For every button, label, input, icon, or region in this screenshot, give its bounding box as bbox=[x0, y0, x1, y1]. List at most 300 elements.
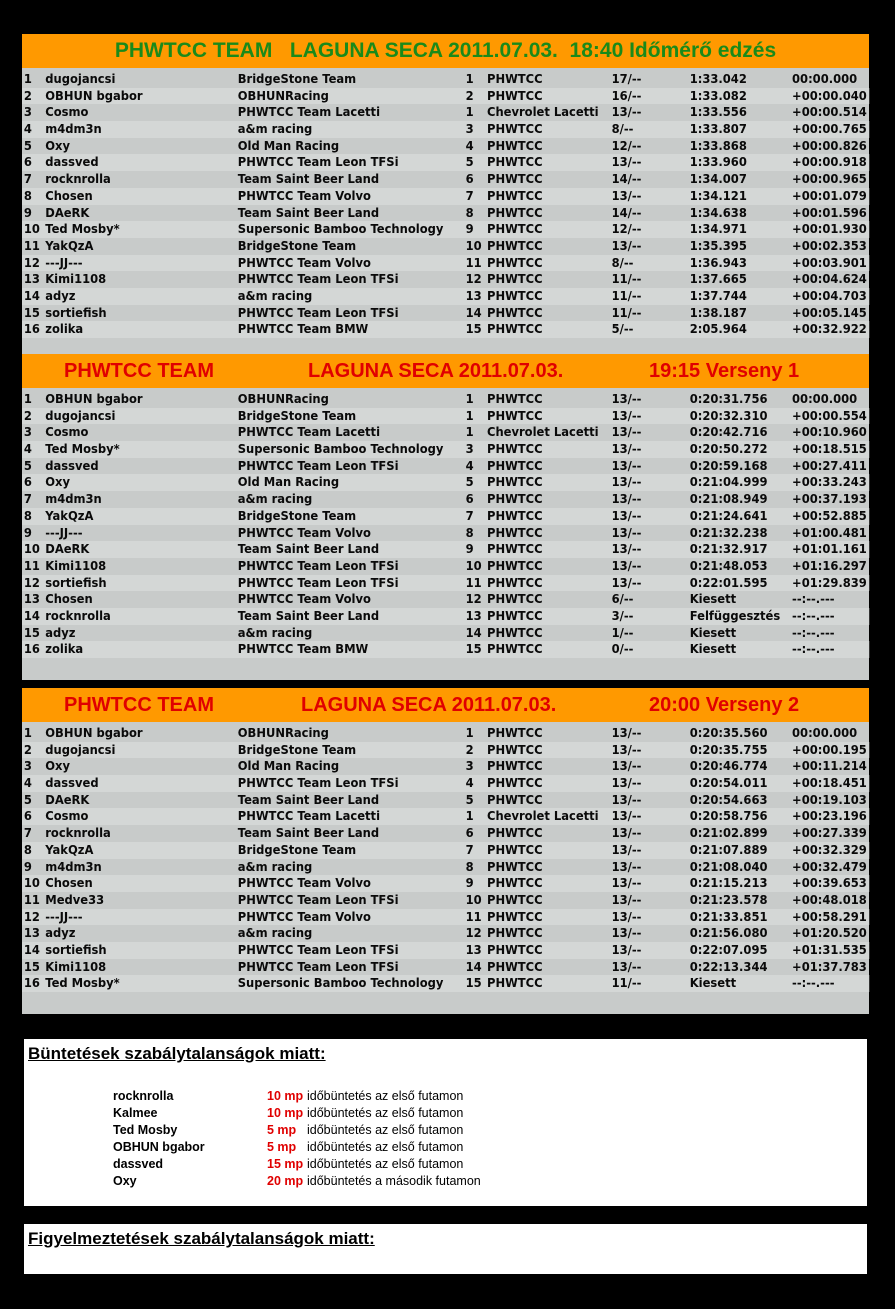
cell-car-class: PHWTCC bbox=[487, 154, 543, 170]
cell-team: Team Saint Beer Land bbox=[237, 541, 380, 557]
cell-car-class: PHWTCC bbox=[487, 474, 543, 490]
cell-gap: 00:00.000 bbox=[792, 391, 858, 406]
table-row bbox=[22, 238, 869, 255]
cell-driver: Kimi1108 bbox=[45, 557, 107, 573]
cell-time: 1:33.807 bbox=[689, 121, 747, 137]
cell-pos: 1 bbox=[23, 725, 32, 740]
cell-team: PHWTCC Team Lacetti bbox=[237, 808, 381, 824]
cell-pos: 6 bbox=[23, 154, 32, 170]
cell-laps: 13/-- bbox=[611, 841, 642, 857]
cell-class-pos: 7 bbox=[465, 507, 474, 523]
cell-laps: 13/-- bbox=[611, 507, 642, 523]
cell-driver: ---JJ--- bbox=[45, 908, 83, 924]
penalty-driver: dassved bbox=[113, 1157, 164, 1171]
cell-class-pos: 1 bbox=[465, 424, 474, 440]
cell-gap: --:--.--- bbox=[792, 591, 835, 607]
cell-time: 1:35.395 bbox=[689, 237, 747, 253]
cell-laps: 13/-- bbox=[611, 875, 642, 891]
penalty-amount: 10 mp bbox=[267, 1106, 304, 1120]
cell-team: Team Saint Beer Land bbox=[237, 825, 380, 841]
table-row bbox=[22, 975, 869, 992]
cell-time: 0:20:32.310 bbox=[689, 407, 768, 423]
cell-class-pos: 12 bbox=[465, 591, 482, 607]
cell-class-pos: 13 bbox=[465, 287, 482, 303]
table-row bbox=[22, 121, 869, 138]
cell-team: PHWTCC Team BMW bbox=[237, 641, 369, 657]
cell-pos: 2 bbox=[23, 741, 32, 757]
qualifying-table bbox=[22, 68, 869, 369]
cell-pos: 12 bbox=[23, 574, 40, 590]
cell-pos: 7 bbox=[23, 491, 32, 507]
race2-title-session: 20:00 Verseny 2 bbox=[649, 693, 800, 716]
cell-team: PHWTCC Team Leon TFSi bbox=[237, 457, 399, 473]
warnings-title: Figyelmeztetések szabálytalanságok miatt: bbox=[28, 1229, 375, 1248]
table-row bbox=[22, 909, 869, 926]
cell-team: Team Saint Beer Land bbox=[237, 791, 380, 807]
cell-laps: 13/-- bbox=[611, 808, 642, 824]
race1-title-team: PHWTCC TEAM bbox=[64, 359, 214, 382]
cell-time: 0:20:59.168 bbox=[689, 457, 768, 473]
cell-class-pos: 15 bbox=[465, 975, 482, 991]
cell-class-pos: 4 bbox=[465, 457, 474, 473]
cell-class-pos: 6 bbox=[465, 825, 474, 841]
cell-car-class: Chevrolet Lacetti bbox=[487, 808, 599, 824]
cell-team: OBHUNRacing bbox=[237, 87, 329, 103]
cell-driver: DAeRK bbox=[45, 791, 90, 807]
cell-time: 0:22:01.595 bbox=[689, 574, 768, 590]
cell-gap: +00:00.765 bbox=[792, 121, 867, 137]
cell-car-class: PHWTCC bbox=[487, 725, 543, 740]
cell-time: 0:20:35.560 bbox=[689, 725, 768, 740]
table-row bbox=[22, 305, 869, 322]
qualifying-title: PHWTCC TEAM LAGUNA SECA 2011.07.03. 18:40 Időmérő edzés bbox=[114, 39, 777, 62]
cell-team: a&m racing bbox=[237, 925, 313, 941]
cell-laps: 11/-- bbox=[611, 975, 642, 991]
cell-class-pos: 12 bbox=[465, 925, 482, 941]
cell-pos: 5 bbox=[23, 457, 32, 473]
table-row bbox=[22, 491, 869, 508]
cell-driver: dugojancsi bbox=[45, 407, 116, 423]
penalty-text: időbüntetés az első futamon bbox=[307, 1089, 464, 1103]
cell-team: PHWTCC Team Volvo bbox=[237, 254, 371, 270]
cell-car-class: PHWTCC bbox=[487, 524, 543, 540]
cell-car-class: PHWTCC bbox=[487, 221, 543, 237]
cell-class-pos: 1 bbox=[465, 808, 474, 824]
cell-pos: 10 bbox=[23, 221, 40, 237]
cell-laps: 11/-- bbox=[611, 304, 642, 320]
penalty-text: időbüntetés az első futamon bbox=[307, 1157, 464, 1171]
cell-pos: 15 bbox=[23, 624, 40, 640]
cell-driver: adyz bbox=[45, 925, 76, 941]
cell-gap: 00:00.000 bbox=[792, 71, 858, 86]
cell-team: Old Man Racing bbox=[237, 758, 340, 774]
cell-time: 0:21:56.080 bbox=[689, 925, 768, 941]
cell-time: 1:34.007 bbox=[689, 171, 747, 187]
table-row bbox=[22, 942, 869, 959]
cell-time: 1:34.121 bbox=[689, 187, 747, 203]
cell-time: 0:22:07.095 bbox=[689, 941, 768, 957]
penalty-item bbox=[24, 1157, 867, 1174]
penalty-text: időbüntetés az első futamon bbox=[307, 1106, 464, 1120]
cell-team: a&m racing bbox=[237, 121, 313, 137]
cell-gap: +00:05.145 bbox=[792, 304, 867, 320]
cell-car-class: PHWTCC bbox=[487, 758, 543, 774]
cell-driver: Ted Mosby* bbox=[45, 441, 120, 457]
cell-class-pos: 11 bbox=[465, 908, 482, 924]
cell-driver: dugojancsi bbox=[45, 71, 116, 86]
cell-team: Supersonic Bamboo Technology bbox=[237, 221, 444, 237]
cell-pos: 10 bbox=[23, 541, 40, 557]
cell-team: BridgeStone Team bbox=[237, 71, 357, 86]
penalty-text: időbüntetés az első futamon bbox=[307, 1123, 464, 1137]
cell-class-pos: 9 bbox=[465, 875, 474, 891]
cell-driver: m4dm3n bbox=[45, 858, 102, 874]
cell-pos: 14 bbox=[23, 941, 40, 957]
race1-table bbox=[22, 388, 869, 680]
cell-team: PHWTCC Team Leon TFSi bbox=[237, 775, 399, 791]
cell-driver: Cosmo bbox=[45, 808, 89, 824]
cell-pos: 2 bbox=[23, 87, 32, 103]
cell-team: PHWTCC Team Volvo bbox=[237, 591, 371, 607]
cell-team: Team Saint Beer Land bbox=[237, 607, 380, 623]
cell-class-pos: 2 bbox=[465, 741, 474, 757]
cell-laps: 12/-- bbox=[611, 137, 642, 153]
cell-time: 1:37.744 bbox=[689, 287, 747, 303]
cell-gap: +00:00.554 bbox=[792, 407, 867, 423]
cell-pos: 7 bbox=[23, 825, 32, 841]
cell-car-class: PHWTCC bbox=[487, 391, 543, 406]
cell-laps: 13/-- bbox=[611, 441, 642, 457]
cell-pos: 5 bbox=[23, 137, 32, 153]
cell-driver: Kimi1108 bbox=[45, 958, 107, 974]
cell-car-class: PHWTCC bbox=[487, 71, 543, 86]
cell-team: BridgeStone Team bbox=[237, 237, 357, 253]
table-row bbox=[22, 792, 869, 809]
cell-time: 0:21:08.040 bbox=[689, 858, 768, 874]
table-row bbox=[22, 558, 869, 575]
cell-team: BridgeStone Team bbox=[237, 841, 357, 857]
cell-laps: 13/-- bbox=[611, 958, 642, 974]
cell-class-pos: 1 bbox=[465, 407, 474, 423]
cell-pos: 11 bbox=[23, 237, 40, 253]
cell-team: PHWTCC Team Lacetti bbox=[237, 424, 381, 440]
cell-team: PHWTCC Team Leon TFSi bbox=[237, 304, 399, 320]
cell-gap: +00:02.353 bbox=[792, 237, 867, 253]
cell-pos: 9 bbox=[23, 524, 32, 540]
cell-pos: 6 bbox=[23, 808, 32, 824]
cell-time: 0:20:31.756 bbox=[689, 391, 768, 406]
cell-gap: +00:23.196 bbox=[792, 808, 867, 824]
cell-laps: 13/-- bbox=[611, 104, 642, 120]
cell-class-pos: 15 bbox=[465, 321, 482, 337]
cell-driver: dugojancsi bbox=[45, 741, 116, 757]
cell-gap: +00:10.960 bbox=[792, 424, 867, 440]
cell-laps: 13/-- bbox=[611, 457, 642, 473]
cell-driver: Cosmo bbox=[45, 104, 89, 120]
cell-laps: 13/-- bbox=[611, 791, 642, 807]
cell-gap: +00:00.826 bbox=[792, 137, 867, 153]
cell-driver: dassved bbox=[45, 457, 99, 473]
cell-time: 0:20:58.756 bbox=[689, 808, 768, 824]
penalty-item bbox=[24, 1123, 867, 1140]
cell-car-class: PHWTCC bbox=[487, 741, 543, 757]
penalty-text: időbüntetés az első futamon bbox=[307, 1140, 464, 1154]
cell-class-pos: 13 bbox=[465, 941, 482, 957]
cell-class-pos: 5 bbox=[465, 791, 474, 807]
cell-car-class: PHWTCC bbox=[487, 574, 543, 590]
cell-car-class: PHWTCC bbox=[487, 591, 543, 607]
penalty-amount: 15 mp bbox=[267, 1157, 304, 1171]
cell-car-class: PHWTCC bbox=[487, 641, 543, 657]
penalties-title: Büntetések szabálytalanságok miatt: bbox=[28, 1044, 326, 1063]
cell-gap: +00:01.596 bbox=[792, 204, 867, 220]
cell-time: Kiesett bbox=[689, 975, 737, 991]
cell-gap: +00:00.195 bbox=[792, 741, 867, 757]
cell-gap: +00:04.624 bbox=[792, 271, 867, 287]
cell-pos: 15 bbox=[23, 304, 40, 320]
penalties-list bbox=[24, 1089, 867, 1191]
cell-driver: Ted Mosby* bbox=[45, 975, 120, 991]
cell-gap: --:--.--- bbox=[792, 641, 835, 657]
cell-gap: +00:00.040 bbox=[792, 87, 867, 103]
cell-laps: 13/-- bbox=[611, 187, 642, 203]
penalty-driver: Kalmee bbox=[113, 1106, 158, 1120]
table-row bbox=[22, 391, 869, 408]
cell-car-class: PHWTCC bbox=[487, 204, 543, 220]
cell-pos: 13 bbox=[23, 925, 40, 941]
table-row bbox=[22, 725, 869, 742]
cell-class-pos: 4 bbox=[465, 775, 474, 791]
table-row bbox=[22, 608, 869, 625]
cell-car-class: PHWTCC bbox=[487, 507, 543, 523]
race1-title-track: LAGUNA SECA 2011.07.03. bbox=[308, 359, 564, 382]
cell-driver: zolika bbox=[45, 641, 84, 657]
cell-car-class: PHWTCC bbox=[487, 287, 543, 303]
cell-gap: +00:00.918 bbox=[792, 154, 867, 170]
cell-team: PHWTCC Team Leon TFSi bbox=[237, 958, 399, 974]
penalty-text: időbüntetés a második futamon bbox=[307, 1174, 481, 1188]
cell-team: Old Man Racing bbox=[237, 474, 340, 490]
penalty-amount: 10 mp bbox=[267, 1089, 304, 1103]
cell-time: 1:34.971 bbox=[689, 221, 747, 237]
cell-driver: Medve33 bbox=[45, 891, 105, 907]
cell-pos: 11 bbox=[23, 557, 40, 573]
cell-car-class: PHWTCC bbox=[487, 775, 543, 791]
cell-time: Kiesett bbox=[689, 641, 737, 657]
table-row bbox=[22, 959, 869, 976]
cell-class-pos: 12 bbox=[465, 271, 482, 287]
cell-gap: +00:32.329 bbox=[792, 841, 867, 857]
cell-pos: 9 bbox=[23, 858, 32, 874]
cell-driver: Kimi1108 bbox=[45, 271, 107, 287]
cell-class-pos: 1 bbox=[465, 71, 474, 86]
table-row bbox=[22, 625, 869, 642]
cell-time: 1:33.868 bbox=[689, 137, 747, 153]
cell-time: Felfüggesztés bbox=[689, 607, 781, 623]
qualifying-header bbox=[22, 34, 869, 68]
cell-driver: rocknrolla bbox=[45, 607, 111, 623]
cell-laps: 8/-- bbox=[611, 254, 634, 270]
cell-driver: dassved bbox=[45, 775, 99, 791]
cell-class-pos: 14 bbox=[465, 958, 482, 974]
cell-driver: ---JJ--- bbox=[45, 524, 83, 540]
cell-time: 0:20:46.774 bbox=[689, 758, 768, 774]
cell-time: 0:21:15.213 bbox=[689, 875, 768, 891]
cell-gap: +00:33.243 bbox=[792, 474, 867, 490]
cell-team: PHWTCC Team Volvo bbox=[237, 875, 371, 891]
cell-laps: 3/-- bbox=[611, 607, 634, 623]
table-row bbox=[22, 875, 869, 892]
cell-car-class: PHWTCC bbox=[487, 187, 543, 203]
cell-gap: +00:03.901 bbox=[792, 254, 867, 270]
cell-gap: 00:00.000 bbox=[792, 725, 858, 740]
cell-pos: 12 bbox=[23, 254, 40, 270]
cell-driver: OBHUN bgabor bbox=[45, 391, 143, 406]
cell-time: 0:20:54.011 bbox=[689, 775, 768, 791]
cell-team: PHWTCC Team Volvo bbox=[237, 524, 371, 540]
cell-gap: --:--.--- bbox=[792, 624, 835, 640]
cell-class-pos: 7 bbox=[465, 187, 474, 203]
cell-team: PHWTCC Team Leon TFSi bbox=[237, 891, 399, 907]
cell-laps: 13/-- bbox=[611, 424, 642, 440]
cell-class-pos: 13 bbox=[465, 607, 482, 623]
cell-class-pos: 9 bbox=[465, 221, 474, 237]
cell-driver: m4dm3n bbox=[45, 121, 102, 137]
penalty-driver: Ted Mosby bbox=[113, 1123, 178, 1137]
cell-car-class: PHWTCC bbox=[487, 841, 543, 857]
cell-car-class: PHWTCC bbox=[487, 891, 543, 907]
cell-gap: +00:37.193 bbox=[792, 491, 867, 507]
cell-laps: 12/-- bbox=[611, 221, 642, 237]
cell-car-class: PHWTCC bbox=[487, 958, 543, 974]
cell-gap: +01:20.520 bbox=[792, 925, 867, 941]
race2-table bbox=[22, 722, 869, 1014]
cell-time: 1:34.638 bbox=[689, 204, 747, 220]
cell-car-class: PHWTCC bbox=[487, 237, 543, 253]
table-row bbox=[22, 171, 869, 188]
cell-time: 0:21:33.851 bbox=[689, 908, 768, 924]
cell-pos: 7 bbox=[23, 171, 32, 187]
cell-driver: adyz bbox=[45, 624, 76, 640]
cell-driver: OBHUN bgabor bbox=[45, 87, 143, 103]
table-row bbox=[22, 188, 869, 205]
cell-time: 0:21:32.917 bbox=[689, 541, 768, 557]
cell-class-pos: 1 bbox=[465, 391, 474, 406]
cell-team: a&m racing bbox=[237, 624, 313, 640]
cell-class-pos: 8 bbox=[465, 858, 474, 874]
cell-gap: +00:18.515 bbox=[792, 441, 867, 457]
cell-class-pos: 10 bbox=[465, 237, 482, 253]
cell-driver: Oxy bbox=[45, 758, 70, 774]
cell-driver: Chosen bbox=[45, 591, 93, 607]
cell-gap: +00:04.703 bbox=[792, 287, 867, 303]
cell-class-pos: 1 bbox=[465, 104, 474, 120]
cell-car-class: PHWTCC bbox=[487, 304, 543, 320]
table-row bbox=[22, 575, 869, 592]
table-row bbox=[22, 441, 869, 458]
penalty-amount: 5 mp bbox=[267, 1140, 297, 1154]
cell-pos: 6 bbox=[23, 474, 32, 490]
cell-team: OBHUNRacing bbox=[237, 391, 329, 406]
cell-class-pos: 14 bbox=[465, 624, 482, 640]
cell-laps: 13/-- bbox=[611, 908, 642, 924]
cell-gap: +01:29.839 bbox=[792, 574, 867, 590]
cell-team: PHWTCC Team Leon TFSi bbox=[237, 574, 399, 590]
cell-gap: +00:18.451 bbox=[792, 775, 867, 791]
cell-class-pos: 5 bbox=[465, 154, 474, 170]
cell-team: BridgeStone Team bbox=[237, 407, 357, 423]
cell-team: BridgeStone Team bbox=[237, 507, 357, 523]
table-row bbox=[22, 474, 869, 491]
cell-laps: 13/-- bbox=[611, 541, 642, 557]
cell-pos: 14 bbox=[23, 287, 40, 303]
cell-time: 0:20:35.755 bbox=[689, 741, 768, 757]
cell-time: 1:33.556 bbox=[689, 104, 747, 120]
cell-driver: dassved bbox=[45, 154, 99, 170]
penalty-driver: rocknrolla bbox=[113, 1089, 174, 1103]
table-row bbox=[22, 525, 869, 542]
cell-laps: 13/-- bbox=[611, 154, 642, 170]
cell-car-class: PHWTCC bbox=[487, 441, 543, 457]
cell-time: 1:38.187 bbox=[689, 304, 747, 320]
cell-class-pos: 3 bbox=[465, 441, 474, 457]
cell-pos: 13 bbox=[23, 271, 40, 287]
cell-time: 0:21:04.999 bbox=[689, 474, 768, 490]
cell-class-pos: 14 bbox=[465, 304, 482, 320]
cell-laps: 8/-- bbox=[611, 121, 634, 137]
cell-laps: 0/-- bbox=[611, 641, 634, 657]
cell-laps: 13/-- bbox=[611, 491, 642, 507]
cell-car-class: PHWTCC bbox=[487, 407, 543, 423]
cell-car-class: PHWTCC bbox=[487, 975, 543, 991]
table-row bbox=[22, 641, 869, 658]
cell-gap: +00:52.885 bbox=[792, 507, 867, 523]
cell-laps: 11/-- bbox=[611, 287, 642, 303]
cell-car-class: PHWTCC bbox=[487, 457, 543, 473]
cell-gap: +01:16.297 bbox=[792, 557, 867, 573]
cell-pos: 9 bbox=[23, 204, 32, 220]
cell-laps: 16/-- bbox=[611, 87, 642, 103]
cell-laps: 13/-- bbox=[611, 725, 642, 740]
penalty-item bbox=[24, 1174, 867, 1191]
cell-driver: zolika bbox=[45, 321, 84, 337]
cell-class-pos: 8 bbox=[465, 524, 474, 540]
table-row bbox=[22, 71, 869, 88]
penalty-amount: 5 mp bbox=[267, 1123, 297, 1137]
cell-driver: Ted Mosby* bbox=[45, 221, 120, 237]
cell-car-class: PHWTCC bbox=[487, 557, 543, 573]
cell-car-class: PHWTCC bbox=[487, 825, 543, 841]
cell-driver: Oxy bbox=[45, 474, 70, 490]
cell-driver: rocknrolla bbox=[45, 171, 111, 187]
cell-gap: +00:27.339 bbox=[792, 825, 867, 841]
table-row bbox=[22, 288, 869, 305]
table-row bbox=[22, 925, 869, 942]
cell-class-pos: 7 bbox=[465, 841, 474, 857]
table-row bbox=[22, 138, 869, 155]
cell-laps: 13/-- bbox=[611, 574, 642, 590]
cell-time: Kiesett bbox=[689, 591, 737, 607]
cell-pos: 3 bbox=[23, 758, 32, 774]
cell-driver: YakQzA bbox=[45, 841, 94, 857]
cell-class-pos: 6 bbox=[465, 171, 474, 187]
cell-driver: Chosen bbox=[45, 187, 93, 203]
cell-time: 1:37.665 bbox=[689, 271, 747, 287]
cell-driver: DAeRK bbox=[45, 541, 90, 557]
cell-driver: Cosmo bbox=[45, 424, 89, 440]
cell-car-class: PHWTCC bbox=[487, 925, 543, 941]
cell-class-pos: 11 bbox=[465, 254, 482, 270]
